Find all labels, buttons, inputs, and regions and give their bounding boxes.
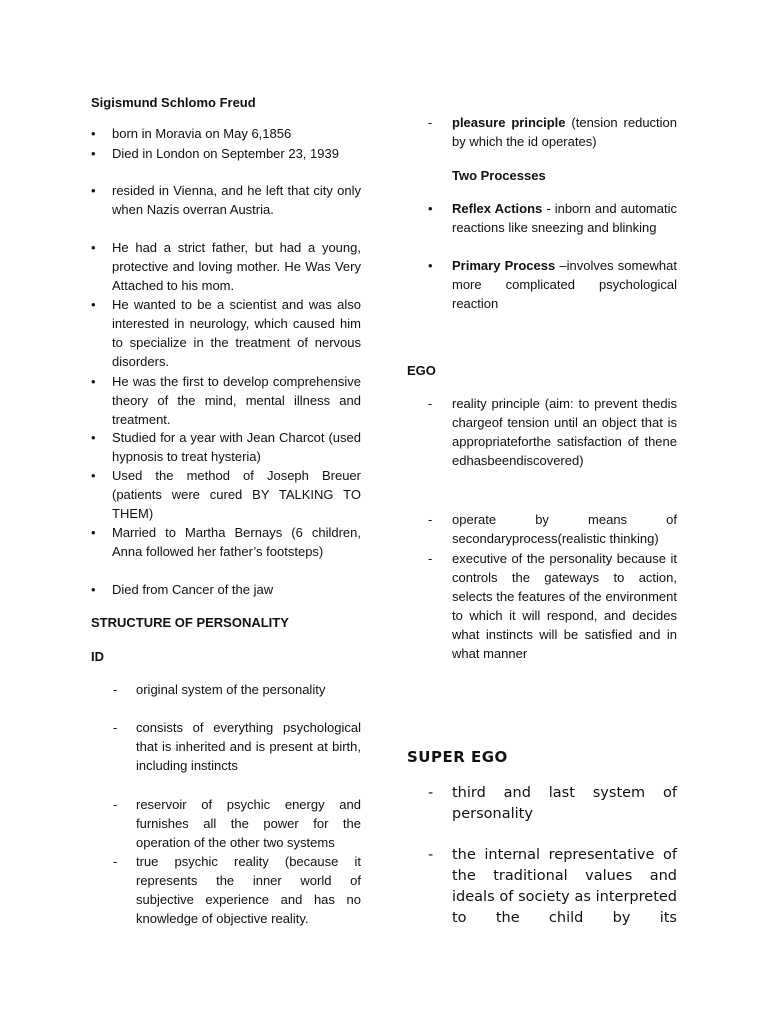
bullet-text: He wanted to be a scientist and was also interested in neurology, which caused him to specialize in the treatment of nervous disorders. [112,297,361,369]
process-term: Primary Process [452,258,556,273]
bullet-marker: • [91,468,96,483]
bullet-marker: • [91,525,96,540]
list-item [428,510,677,548]
list-item-text: true psychic reality (because it represents the inner world of subjective experience and has no knowledge of objective reality. [136,854,361,926]
bullet-text: Used the method of Joseph Breuer (patients were cured BY TALKING TO THEM) [112,468,361,521]
bullet-marker: • [91,146,96,161]
id-list [91,680,361,940]
list-item [428,845,677,929]
document-title: Sigismund Schlomo Freud [91,95,256,110]
list-item [428,783,677,825]
ego-heading: EGO [407,363,436,378]
list-item [113,795,361,852]
dash-marker: - [113,720,118,735]
bullet-text: Married to Martha Bernays (6 children, Anna followed her father’s footsteps) [112,525,361,559]
list-item [428,394,677,470]
bullet-text: resided in Vienna, and he left that city only when Nazis overran Austria. [112,183,361,217]
list-item-text: reservoir of psychic energy and furnishes all the power for the operation of the other two systems [136,797,361,850]
dash-marker: - [428,847,434,863]
superego-list [406,783,677,933]
list-item [113,718,361,775]
list-item-text: operate by means of secondaryprocess(realistic thinking) [452,512,677,546]
list-item-text: consists of everything psychological that is inherited and is present at birth, including instincts [136,720,361,773]
processes-list [406,199,677,319]
list-item [113,680,361,699]
bullet-item [91,523,361,561]
dash-marker: - [428,512,433,527]
dash-marker: - [428,785,434,801]
bullet-marker: • [91,430,96,445]
pleasure-principle-item [406,113,677,153]
bullet-item [91,181,361,219]
bullet-marker: • [91,297,96,312]
ego-list [406,394,677,674]
pleasure-principle-definition: (tension reduction by which the id operates) [452,115,678,149]
bullet-marker: • [91,374,96,389]
bullet-text: Studied for a year with Jean Charcot (used hypnosis to treat hysteria) [112,430,361,464]
process-term: Reflex Actions [452,201,543,216]
bullet-marker: • [91,126,96,141]
bullet-item [91,372,361,429]
biography-bullet-list [91,124,361,604]
bullet-marker: • [91,183,96,198]
list-item [428,113,678,151]
bullet-marker: • [428,258,433,273]
list-item-text: executive of the personality because it controls the gateways to action, selects the features of the environment to which it will respond, and decides what instincts will be satisfied and in what manner [452,551,677,661]
bullet-text: Died from Cancer of the jaw [112,582,274,597]
bullet-marker: • [91,582,96,597]
bullet-item [91,238,361,295]
bullet-text: He had a strict father, but had a young, protective and loving mother. He Was Very Attached to his mom. [112,240,361,293]
dash-marker: - [113,854,118,869]
two-processes-heading: Two Processes [452,168,546,183]
bullet-item [91,466,361,523]
bullet-text [452,256,677,313]
bullet-item [91,124,361,143]
dash-marker: - [113,797,118,812]
bullet-marker: • [428,201,433,216]
list-item-text: original system of the personality [136,682,326,697]
id-heading: ID [91,649,104,664]
dash-marker: - [428,396,433,411]
bullet-text: Died in London on September 23, 1939 [112,146,339,161]
list-item-text [452,113,677,151]
list-item-text: reality principle (aim: to prevent thedischargeof tension until an object that isappropriateforthe satisfaction of theneedhasbeendiscovered) [452,396,677,468]
superego-heading: SUPER EGO [407,748,508,766]
bullet-marker: • [91,240,96,255]
bullet-text: He was the first to develop comprehensive theory of the mind, mental illness and treatment. [112,374,361,427]
pleasure-principle-term: pleasure principle [452,115,566,130]
bullet-item [91,295,361,371]
bullet-text: born in Moravia on May 6,1856 [112,126,292,141]
list-item [113,852,361,928]
bullet-item [91,580,361,599]
list-item-text: third and last system of personality [452,785,677,822]
process-definition: –involves somewhat more complicated psychological reaction [452,258,678,311]
dash-marker: - [113,682,118,697]
bullet-item [91,428,361,466]
dash-marker: - [428,551,433,566]
bullet-item [428,199,677,237]
process-definition: - inborn and automatic reactions like sneezing and blinking [452,201,677,235]
bullet-text [452,199,677,237]
bullet-item [91,144,361,163]
bullet-item [428,256,678,313]
dash-marker: - [428,115,433,130]
structure-heading: STRUCTURE OF PERSONALITY [91,615,289,630]
list-item-text: the internal representative of the traditional values and ideals of society as interpreted to the child by its [452,847,677,926]
list-item [428,549,677,663]
